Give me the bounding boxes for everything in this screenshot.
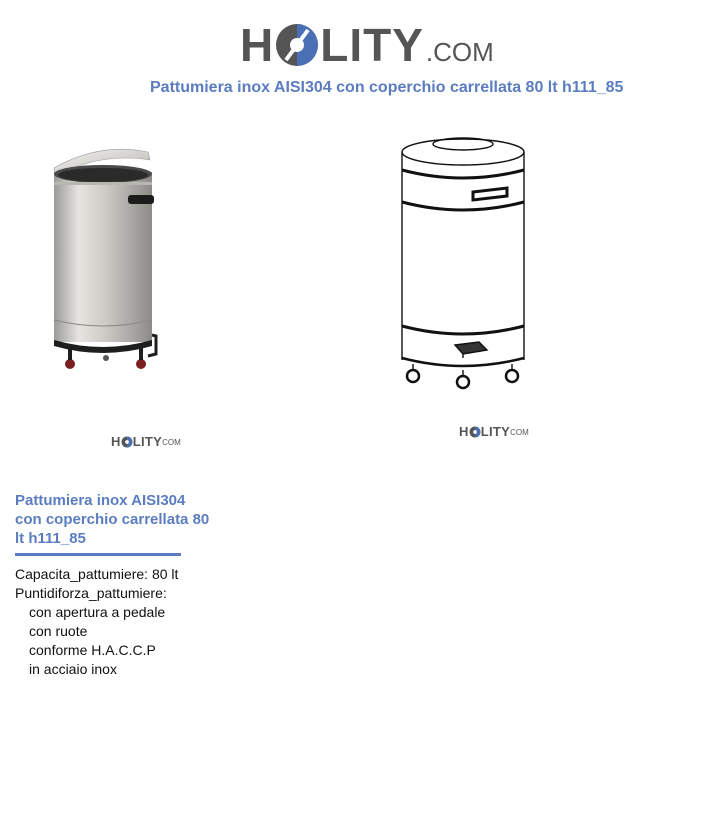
feature-item: conforme H.A.C.C.P bbox=[29, 642, 156, 658]
product-title: Pattumiera inox AISI304 con coperchio carrellata 80 lt h111_85 bbox=[15, 492, 210, 547]
watermark-o-icon bbox=[121, 436, 133, 448]
page-title: Pattumiera inox AISI304 con coperchio carrellata 80 lt h111_85 bbox=[150, 79, 624, 96]
product-specs bbox=[15, 565, 275, 679]
feature-item: con ruote bbox=[29, 623, 88, 639]
capacity-line: Capacita_pattumiere: 80 lt bbox=[15, 566, 179, 582]
watermark-o-icon bbox=[469, 426, 481, 438]
product-photo bbox=[40, 140, 170, 375]
drawing-watermark-logo: H LITY COM bbox=[459, 424, 529, 439]
product-drawing bbox=[395, 130, 535, 392]
feature-item: con apertura a pedale bbox=[29, 604, 166, 620]
logo-text-right: LITY bbox=[320, 19, 424, 71]
logo-o-icon bbox=[274, 22, 320, 68]
brand-logo[interactable] bbox=[240, 12, 494, 71]
title-divider bbox=[15, 553, 181, 556]
feature-item: in acciaio inox bbox=[29, 661, 117, 677]
logo-suffix: .COM bbox=[425, 37, 494, 67]
features-label: Puntidiforza_pattumiere: bbox=[15, 585, 167, 601]
photo-watermark-logo: H LITY COM bbox=[111, 434, 181, 449]
logo-text-left: H bbox=[240, 19, 275, 71]
